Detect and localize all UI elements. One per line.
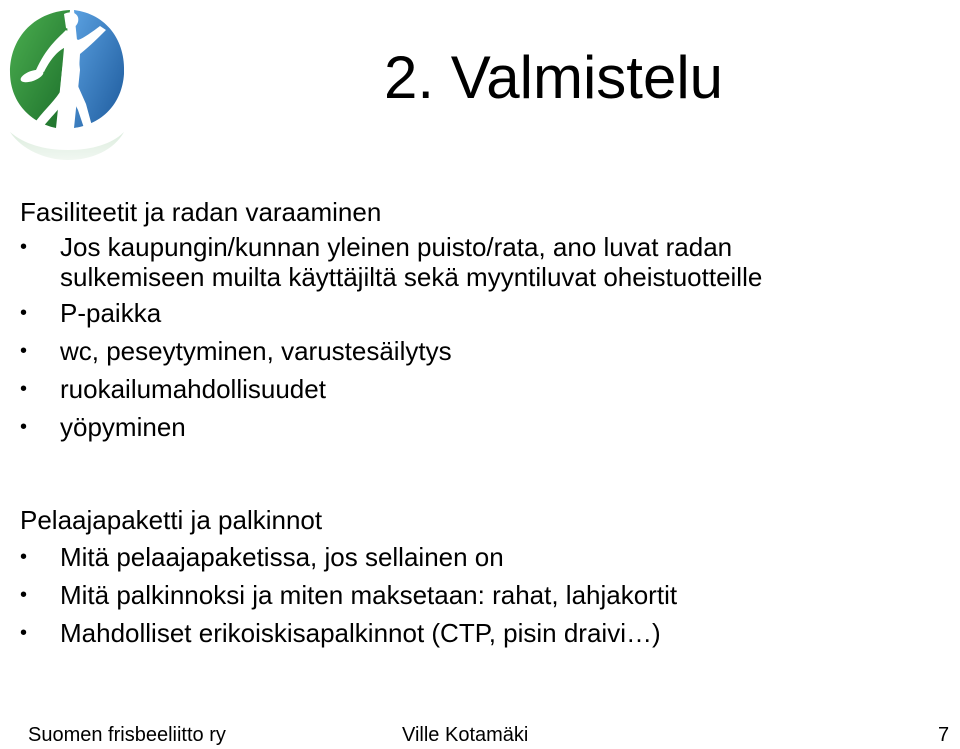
list-item-text: wc, peseytyminen, varustesäilytys bbox=[60, 336, 452, 366]
bullet-icon: • bbox=[20, 584, 28, 606]
bullet-icon: • bbox=[20, 416, 28, 438]
list-item-text: yöpyminen bbox=[60, 412, 186, 442]
list-item-text: Jos kaupungin/kunnan yleinen puisto/rata, ano luvat radan bbox=[60, 232, 733, 262]
list-item bbox=[20, 332, 762, 370]
section-heading-player-package: Pelaajapaketti ja palkinnot bbox=[20, 505, 323, 535]
list-item bbox=[20, 538, 677, 576]
bullet-icon: • bbox=[20, 378, 28, 400]
list-item-text: ruokailumahdollisuudet bbox=[60, 374, 326, 404]
bullet-icon: • bbox=[20, 546, 28, 568]
bullet-icon: • bbox=[20, 236, 28, 258]
list-item bbox=[20, 614, 677, 652]
facilities-bullet-list bbox=[20, 228, 762, 446]
footer-page-number: 7 bbox=[938, 724, 950, 746]
bullet-icon: • bbox=[20, 622, 28, 644]
list-item-text: sulkemiseen muilta käyttäjiltä sekä myyntiluvat oheistuotteille bbox=[60, 262, 763, 292]
slide-title: 2. Valmistelu bbox=[384, 44, 724, 111]
list-item-text: Mitä pelaajapaketissa, jos sellainen on bbox=[60, 542, 504, 572]
list-item-text: P-paikka bbox=[60, 298, 162, 328]
section-heading-facilities: Fasiliteetit ja radan varaaminen bbox=[20, 197, 382, 227]
list-item-continuation bbox=[20, 260, 762, 294]
list-item bbox=[20, 408, 762, 446]
bullet-icon: • bbox=[20, 302, 28, 324]
logo-disc-player bbox=[2, 0, 144, 180]
list-item bbox=[20, 370, 762, 408]
footer-organization: Suomen frisbeeliitto ry bbox=[28, 724, 226, 746]
footer-author: Ville Kotamäki bbox=[402, 724, 529, 746]
list-item bbox=[20, 576, 677, 614]
list-item-text: Mitä palkinnoksi ja miten maksetaan: rahat, lahjakortit bbox=[60, 580, 678, 610]
bullet-icon: • bbox=[20, 340, 28, 362]
list-item bbox=[20, 294, 762, 332]
player-package-bullet-list bbox=[20, 538, 677, 652]
list-item-text: Mahdolliset erikoiskisapalkinnot (CTP, pisin draivi…) bbox=[60, 618, 661, 648]
